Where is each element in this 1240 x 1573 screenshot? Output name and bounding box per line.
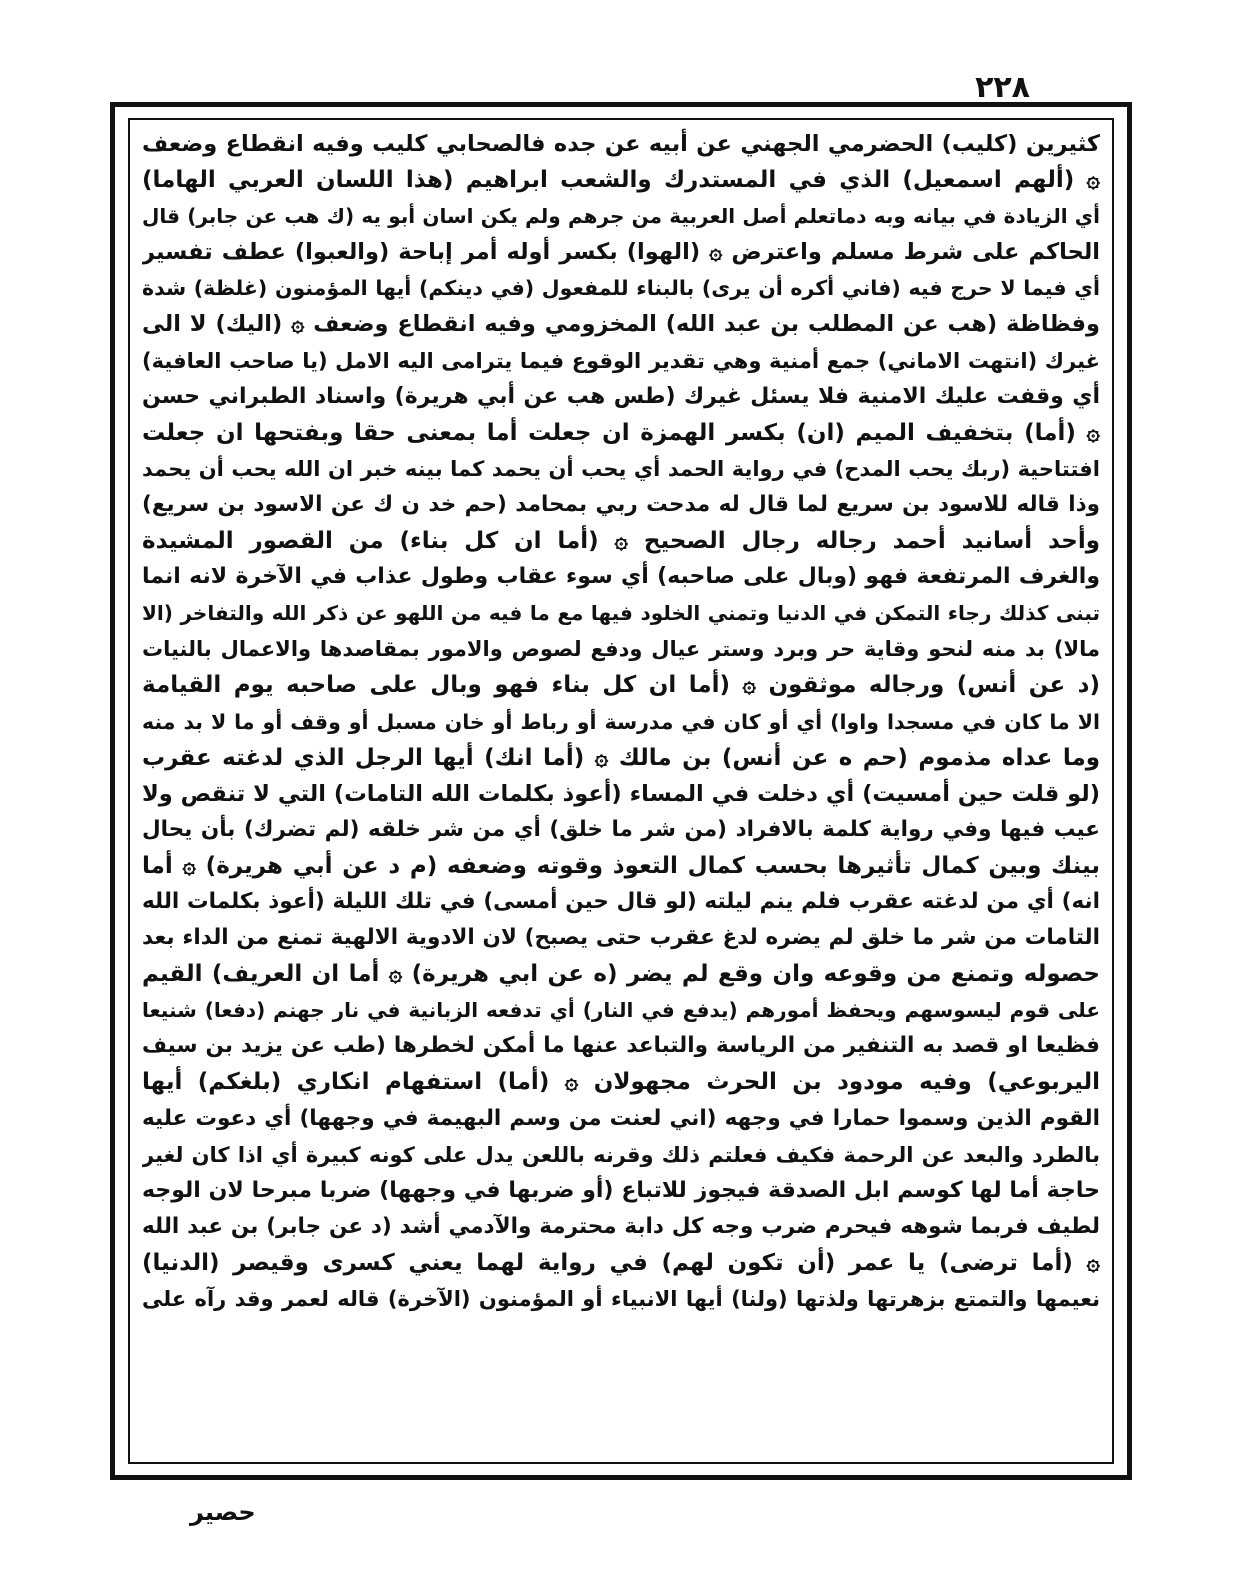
text-line: حصوله وتمنع من وقوعه وان وقع لم يضر (ه عن ابي هريرة) ۞ أما ان العريف) القيم: [142, 961, 1100, 988]
text-line: حاجة أما لها كوسم ابل الصدقة فيجوز للاتباع (أو ضربها في وجهها) ضربا مبرحا لان الوجه: [142, 1177, 1100, 1203]
text-line: لطيف فربما شوهه فيحرم ضرب وجه كل دابة محترمة والآدمي أشد (د عن جابر) بن عبد الله: [142, 1213, 1100, 1239]
text-line: الا ما كان في مسجدا واوا) أي أو كان في مدرسة أو رباط أو خان مسبل أو وقف أو ما لا بد منه: [142, 709, 1100, 734]
text-line: ۞ (أما) بتخفيف الميم (ان) بكسر الهمزة ان جعلت أما بمعنى حقا وبفتحها ان جعلت: [142, 419, 1100, 446]
text-line: (د عن أنس) ورجاله موثقون ۞ (أما ان كل بناء فهو وبال على صاحبه يوم القيامة: [142, 672, 1100, 699]
text-line: وأحد أسانيد أحمد رجاله رجال الصحيح ۞ (أما ان كل بناء) من القصور المشيدة: [142, 528, 1100, 555]
text-line: نعيمها والتمتع بزهرتها ولذتها (ولنا) أيها الانبياء أو المؤمنون (الآخرة) قاله لعمر وقد رآه على: [142, 1287, 1100, 1311]
text-line: وذا قاله للاسود بن سريع لما قال له مدحت ربي بمحامد (حم خد ن ك عن الاسود بن سريع): [142, 491, 1100, 517]
text-line: عيب فيها وفي رواية كلمة بالافراد (من شر ما خلق) أي من شر خلقه (لم تضرك) بأن يحال: [142, 816, 1100, 842]
text-line: غيرك (انتهت الاماني) جمع أمنية وهي تقدير الوقوع فيما يترامى اليه الامل (يا صاحب العافية): [142, 348, 1100, 373]
text-line: أي فيما لا حرج فيه (فاني أكره أن يرى) بالبناء للمفعول (في دينكم) أيها المؤمنون (غلظة) شدة: [142, 276, 1100, 301]
text-line: أي الزيادة في بيانه وبه دماتعلم أصل العربية من جرهم ولم يكن اسان أبو يه (ك هب عن جابر) قال: [142, 204, 1100, 229]
text-line: بينك وبين كمال تأثيرها بحسب كمال التعوذ وقوته وضعفه (م د عن أبي هريرة) ۞ أما: [142, 852, 1100, 879]
text-line: وما عداه مذموم (حم ه عن أنس) بن مالك ۞ (أما انك) أيها الرجل الذي لدغته عقرب: [142, 744, 1100, 771]
text-line: افتتاحية (ربك يحب المدح) في رواية الحمد أي يحب أن يحمد كما بينه خبر ان الله يحب أن يحمد: [142, 456, 1100, 481]
text-line: وفظاظة (هب عن المطلب بن عبد الله) المخزومي وفيه انقطاع وضعف ۞ (اليك) لا الى: [142, 311, 1100, 338]
text-line: مالا) بد منه لنحو وقاية حر وبرد وستر عيال ودفع لصوص والامور بمقاصدها والاعمال بالنيات: [142, 637, 1100, 662]
text-line: القوم الذين وسموا حمارا في وجهه (اني لعنت من وسم البهيمة في وجهها) أي دعوت عليه: [142, 1105, 1100, 1131]
text-line: اليربوعي) وفيه مودود بن الحرث مجهولان ۞ (أما) استفهام انكاري (بلغكم) أيها: [142, 1069, 1100, 1096]
catchword: حصير: [190, 1498, 256, 1526]
text-line: ۞ (أما ترضى) يا عمر (أن تكون لهم) في رواية لهما يعني كسرى وقيصر (الدنيا): [142, 1249, 1100, 1276]
text-line: والغرف المرتفعة فهو (وبال على صاحبه) أي سوء عقاب وطول عذاب في الآخرة لانه انما: [142, 564, 1100, 590]
text-line: ۞ (ألهم اسمعيل) الذي في المستدرك والشعب ابراهيم (هذا اللسان العربي الهاما): [142, 167, 1100, 194]
text-line: الحاكم على شرط مسلم واعترض ۞ (الهوا) بكسر أوله أمر إباحة (والعبوا) عطف تفسير: [142, 239, 1100, 266]
text-line: انه) أي من لدغته عقرب فلم ينم ليلته (لو قال حين أمسى) في تلك الليلة (أعوذ بكلمات الله: [142, 888, 1100, 914]
text-line: على قوم ليسوسهم ويحفظ أمورهم (يدفع في النار) أي تدفعه الزبانية في نار جهنم (دفعا) شنيعا: [142, 998, 1100, 1023]
text-line: بالطرد والبعد عن الرحمة فكيف فعلتم ذلك وقرنه باللعن يدل على كونه كبيرة أي اذا كان لغير: [142, 1142, 1100, 1167]
text-line: التامات من شر ما خلق لم يضره لدغ عقرب حتى يصبح) لان الادوية الالهية تمنع من الداء بعد: [142, 925, 1100, 951]
text-line: أي وقفت عليك الامنية فلا يسئل غيرك (طس هب عن أبي هريرة) واسناد الطبراني حسن: [142, 383, 1100, 409]
text-line: فظيعا او قصد به التنفير من الرياسة والتباعد عنها ما أمكن لخطرها (طب عن يزيد بن سيف: [142, 1033, 1100, 1059]
text-line: (لو قلت حين أمسيت) أي دخلت في المساء (أعوذ بكلمات الله التامات) التي لا تنقص ولا: [142, 780, 1100, 807]
page-number: ٢٢٨: [975, 70, 1030, 105]
text-line: كثيرين (كليب) الحضرمي الجهني عن أبيه عن جده فالصحابي كليب وفيه انقطاع وضعف: [142, 131, 1100, 157]
text-line: تبنى كذلك رجاء التمكن في الدنيا وتمني الخلود فيها مع ما فيه من اللهو عن ذكر الله والتفاخر (الا: [142, 601, 1100, 626]
main-text-body: [142, 126, 1100, 1456]
